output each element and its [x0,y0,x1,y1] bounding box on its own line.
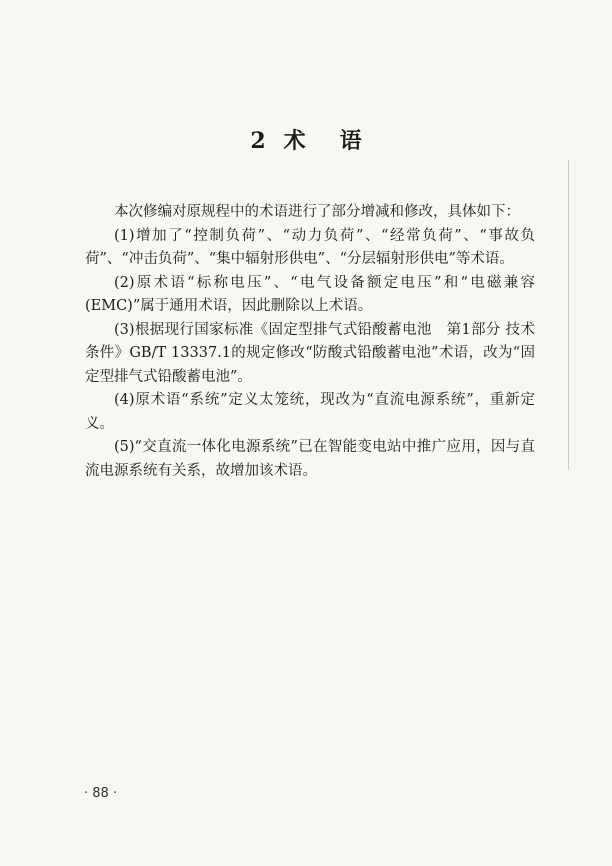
paragraph-intro: 本次修编对原规程中的术语进行了部分增减和修改，具体如下： [114,204,520,220]
section-title-char-1: 术 [283,128,306,154]
paragraph-item-5: (5)“交直流一体化电源系统”已在智能变电站中推广应用，因与直流电源系统有关系，故增加该术语。 [85,439,535,479]
body-text [85,201,535,483]
section-number: 2 [250,128,266,154]
section-title-char-2: 语 [339,128,362,154]
paragraph-item-3: (3)根据现行国家标准《固定型排气式铅酸蓄电池 第1部分 技术条件》GB/T 13337.1的规定修改“防酸式铅酸蓄电池”术语，改为“固定型排气式铅酸蓄电池”。 [85,321,535,385]
paragraph-item-1: (1)增加了“控制负荷”、“动力负荷”、“经常负荷”、“事故负荷”、“冲击负荷”、“集中辐射形供电”、“分层辐射形供电”等术语。 [85,227,535,267]
page-edge-line [568,160,569,470]
paragraph-item-4: (4)原术语“系统”定义太笼统，现改为“直流电源系统”，重新定义。 [85,392,535,432]
section-title [0,124,612,155]
paragraph-item-2: (2)原术语“标称电压”、“电气设备额定电压”和“电磁兼容(EMC)”属于通用术语，因此删除以上术语。 [85,274,535,314]
page-number: · 88 · [84,786,118,801]
